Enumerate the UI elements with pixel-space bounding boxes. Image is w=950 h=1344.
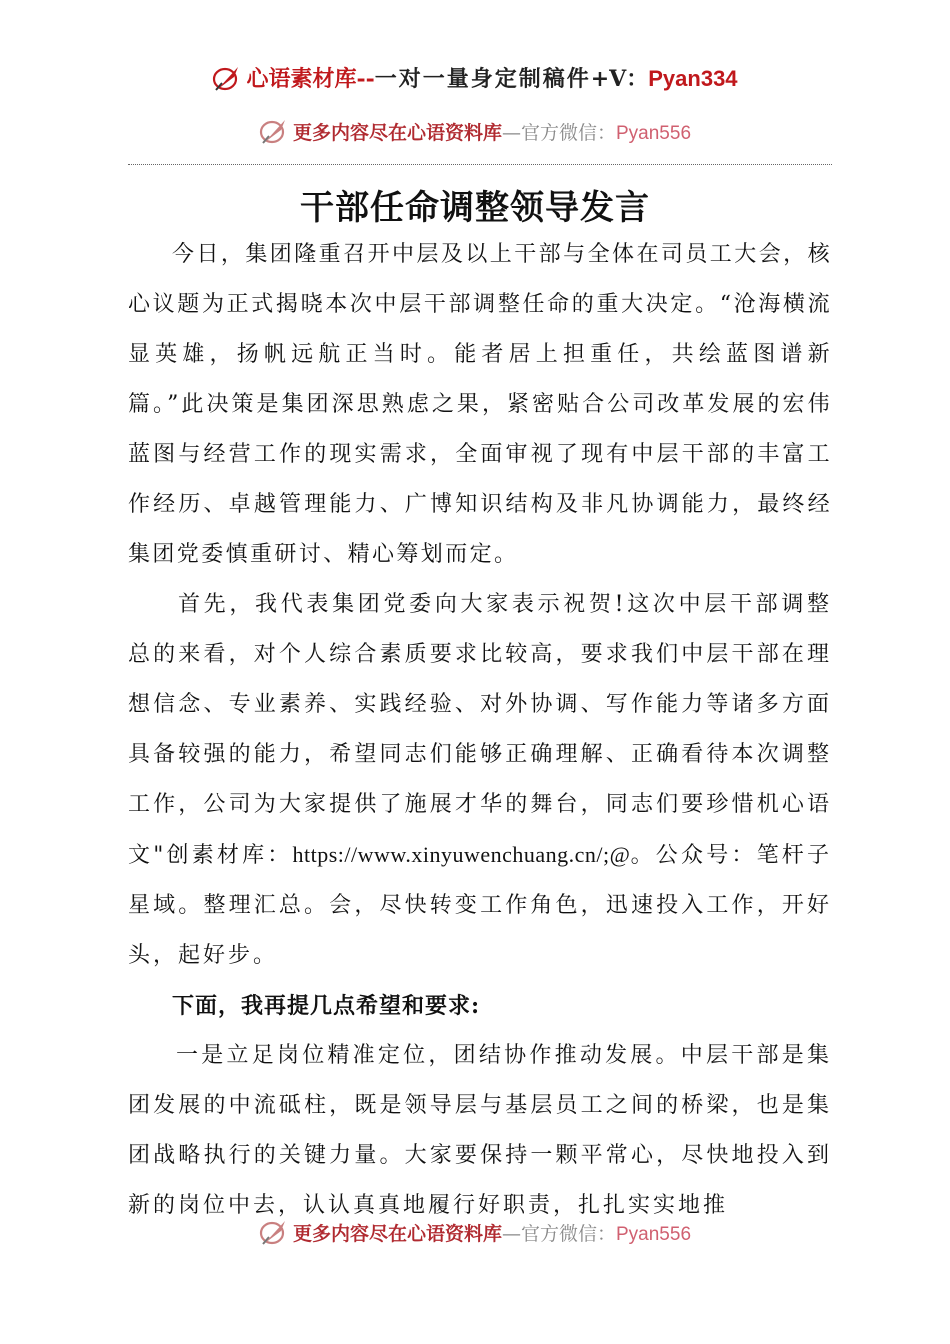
watermark-text: 更多内容尽在心语资料库 — [292, 1223, 502, 1245]
watermark-wechat-label: 官方微信： — [520, 122, 616, 144]
header-dash: -- — [356, 66, 375, 92]
source-url: https://www.xinyuwenchuang.cn/;@ — [292, 842, 631, 867]
paragraph-text: 首先，我代表集团党委向大家表示祝贺!这次中层干部调整总的来看，对个人综合素质要求比较高，要求我们中层干部在理想信念、专业素养、实践经验、对外协调、写作能力等诸多方面具备较强的能力，希望同志们能够正确理解、正确看待本次调整工作，公司为大家提供了施展才华的舞台，同志们要珍惜机心语文"创素材库： — [128, 592, 832, 868]
watermark-wechat-id: Pyan556 — [616, 123, 692, 144]
quill-logo-icon — [259, 1218, 289, 1246]
custom-service-text: 一对一量身定制稿件 — [374, 66, 591, 92]
watermark-top — [0, 117, 950, 145]
watermark-text: 更多内容尽在心语资料库 — [292, 122, 502, 144]
watermark-footer — [0, 1218, 950, 1246]
section-heading: 下面，我再提几点希望和要求: — [172, 993, 481, 1019]
wechat-label: V： — [609, 66, 649, 92]
watermark-wechat-id: Pyan556 — [616, 1224, 692, 1245]
paragraph-intro: 今日，集团隆重召开中层及以上干部与全体在司员工大会，核心议题为正式揭晓本次中层干部调整任命的重大决定。“沧海横流显英雄，扬帆远航正当时。能者居上担重任，共绘蓝图谱新篇。”此决策是集团深思熟虑之果，紧密贴合公司改革发展的宏伟蓝图与经营工作的现实需求，全面审视了现有中层干部的丰富工作经历、卓越管理能力、广博知识结构及非凡协调能力，最终经集团党委慎重研讨、精心筹划而定。 — [128, 242, 832, 567]
quill-logo-icon — [259, 117, 289, 145]
document-body — [128, 230, 832, 1231]
watermark-sep: — — [501, 122, 521, 144]
quill-logo-icon — [212, 64, 242, 92]
brand-name: 心语素材库 — [246, 66, 357, 92]
paragraph-point-one: 一是立足岗位精准定位，团结协作推动发展。中层干部是集团发展的中流砥柱，既是领导层与基层员工之间的桥梁，也是集团战略执行的关键力量。大家要保持一颗平常心，尽快地投入到新的岗位中去，认认真真地履行好职责，扎扎实实地推 — [128, 1043, 832, 1218]
header-divider — [128, 164, 832, 165]
document-title: 干部任命调整领导发言 — [300, 188, 650, 228]
wechat-id: Pyan334 — [648, 66, 738, 91]
paragraph-text: 。公众号：笔杆子星域。整理汇总。会，尽快转变工作角色，迅速投入工作，开好头，起好步。 — [128, 843, 832, 968]
header-plus: + — [590, 66, 610, 92]
paragraph-congratulations — [128, 580, 832, 981]
watermark-wechat-label: 官方微信： — [520, 1223, 616, 1245]
watermark-sep: — — [501, 1223, 521, 1245]
header-banner — [0, 62, 950, 93]
